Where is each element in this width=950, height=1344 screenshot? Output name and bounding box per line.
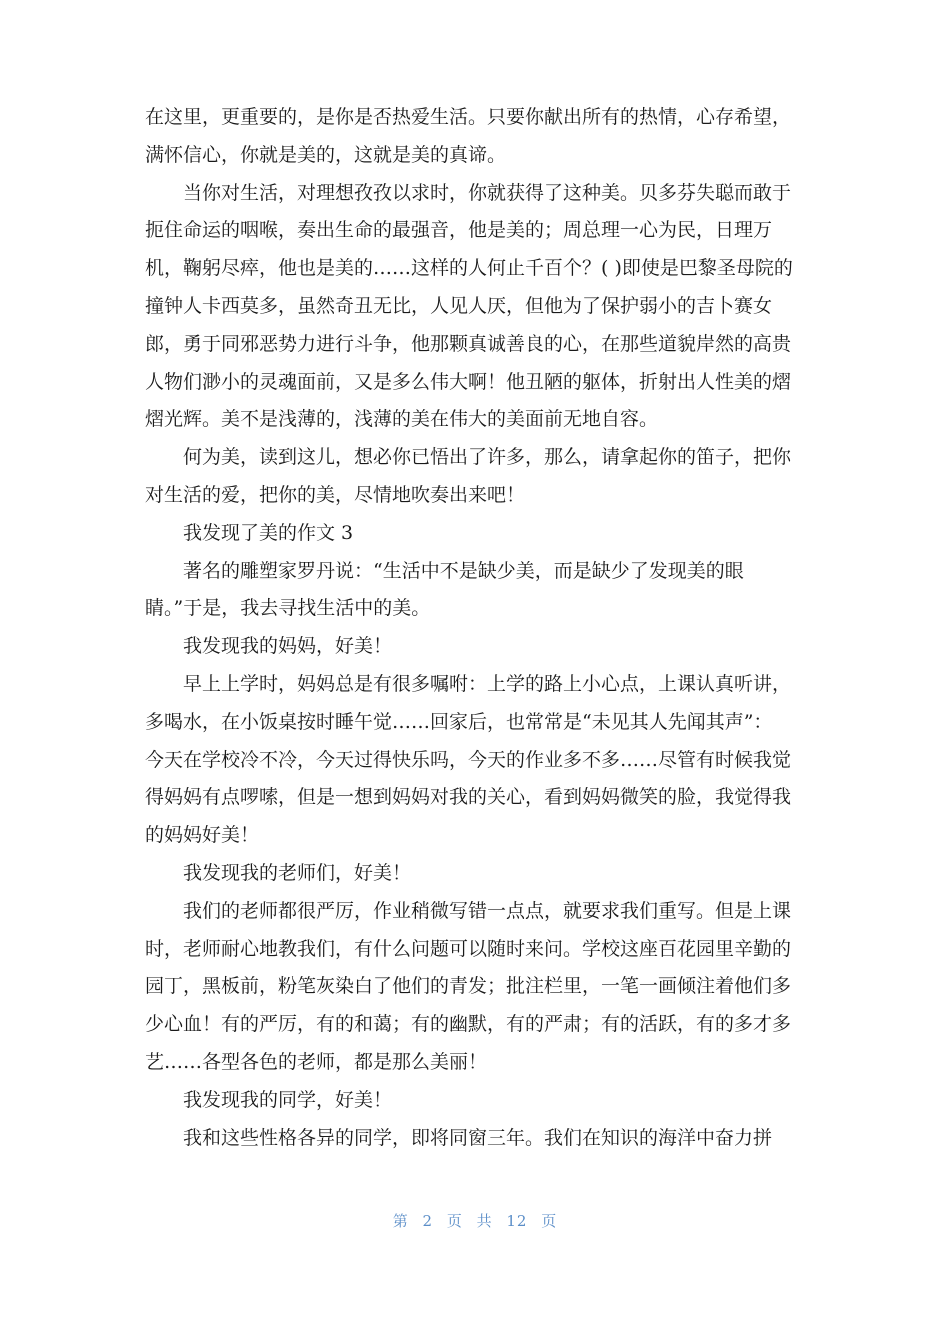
text-line: 艺……各型各色的老师，都是那么美丽！ [145, 1050, 488, 1073]
text-line: 我们的老师都很严厉，作业稍微写错一点点，就要求我们重写。但是上课 [183, 899, 792, 922]
text-line: 我发现我的妈妈，好美！ [183, 635, 393, 658]
text-line: 早上上学时，妈妈总是有很多嘱咐：上学的路上小心点，上课认真听讲， [183, 672, 792, 695]
text-line: 睛。”于是，我去寻找生活中的美。 [145, 597, 431, 620]
text-line: 得妈妈有点啰嗦，但是一想到妈妈对我的关心，看到妈妈微笑的脸，我觉得我 [145, 786, 792, 809]
text-line: 何为美，读到这儿，想必你已悟出了许多，那么，请拿起你的笛子，把你 [183, 446, 792, 469]
text-line: 人物们渺小的灵魂面前，又是多么伟大啊！他丑陋的躯体，折射出人性美的熠 [145, 370, 792, 393]
text-line: 撞钟人卡西莫多，虽然奇丑无比，人见人厌，但他为了保护弱小的吉卜赛女 [145, 294, 773, 317]
text-line: 多喝水，在小饭桌按时睡午觉……回家后，也常常是“未见其人先闻其声”： [145, 710, 773, 733]
text-line: 少心血！有的严厉，有的和蔼；有的幽默，有的严肃；有的活跃，有的多才多 [145, 1013, 792, 1036]
text-line: 郎，勇于同邪恶势力进行斗争，他那颗真诚善良的心，在那些道貌岸然的高贵 [145, 332, 792, 355]
text-line: 今天在学校冷不冷，今天过得快乐吗，今天的作业多不多……尽管有时候我觉 [145, 748, 792, 771]
text-line: 对生活的爱，把你的美，尽情地吹奏出来吧！ [145, 483, 526, 506]
text-line: 熠光辉。美不是浅薄的，浅薄的美在伟大的美面前无地自容。 [145, 408, 659, 431]
text-line: 扼住命运的咽喉，奏出生命的最强音，他是美的；周总理一心为民，日理万 [145, 219, 773, 242]
text-line: 时，老师耐心地教我们，有什么问题可以随时来问。学校这座百花园里辛勤的 [145, 937, 792, 960]
text-line: 机，鞠躬尽瘁，他也是美的……这样的人何止千百个？( )即使是巴黎圣母院的 [145, 257, 793, 280]
text-line: 满怀信心，你就是美的，这就是美的真谛。 [145, 143, 507, 166]
section-heading: 我发现了美的作文 3 [183, 521, 354, 544]
body-text [145, 99, 815, 1157]
page-footer: 第 2 页 共 12 页 [392, 1212, 558, 1230]
text-line: 我发现我的同学，好美！ [183, 1088, 393, 1111]
text-line: 我发现我的老师们，好美！ [183, 861, 412, 884]
text-line: 当你对生活，对理想孜孜以求时，你就获得了这种美。贝多芬失聪而敢于 [183, 181, 792, 204]
text-line: 著名的雕塑家罗丹说：“生活中不是缺少美，而是缺少了发现美的眼 [183, 559, 744, 582]
text-line: 在这里，更重要的，是你是否热爱生活。只要你献出所有的热情，心存希望， [145, 106, 792, 128]
text-line: 我和这些性格各异的同学，即将同窗三年。我们在知识的海洋中奋力拼 [183, 1126, 773, 1149]
text-line: 的妈妈好美！ [145, 824, 260, 847]
text-line: 园丁，黑板前，粉笔灰染白了他们的青发；批注栏里，一笔一画倾注着他们多 [145, 975, 792, 998]
